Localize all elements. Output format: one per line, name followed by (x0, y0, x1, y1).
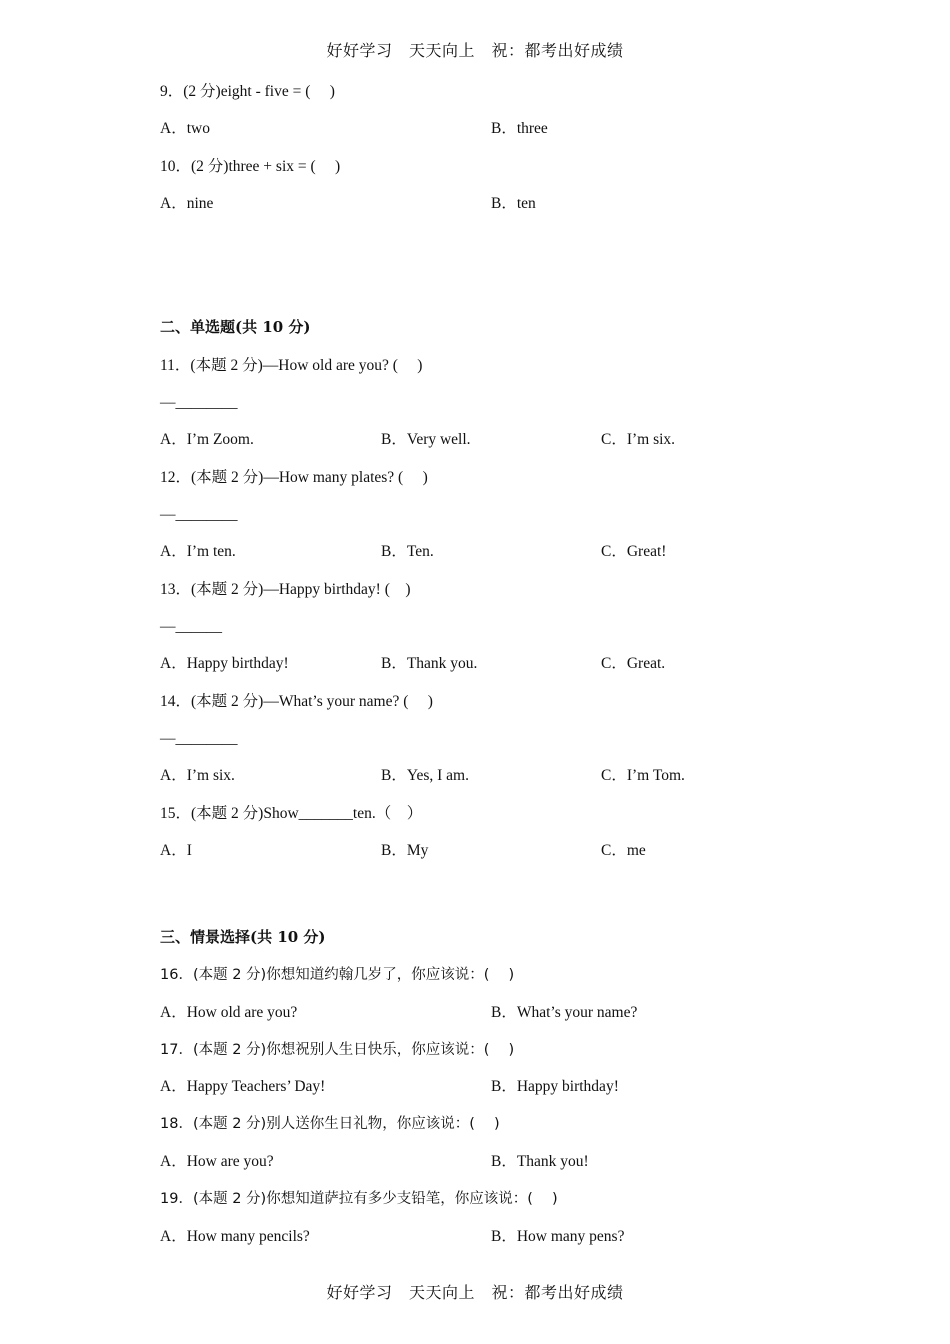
question-18-option-a: A．How are you? (160, 1153, 274, 1170)
question-10-option-b: B．ten (491, 195, 536, 212)
question-11-blank: —________ (160, 394, 238, 411)
question-15-stem: 15．(本题 2 分)Show_______ten.（ ） (160, 805, 423, 822)
question-10-stem: 10．(2 分)three + six = ( ) (160, 158, 341, 175)
question-12-blank: —________ (160, 506, 238, 523)
question-15-option-a: A．I (160, 842, 192, 859)
question-16-stem: 16．(本题 2 分)你想知道约翰几岁了，你应该说：( ) (160, 967, 515, 983)
question-12-option-a: A．I’m ten. (160, 543, 236, 560)
question-13-option-b: B．Thank you. (381, 655, 478, 672)
question-19-option-b: B．How many pens? (491, 1228, 625, 1245)
section-2-title: 二、单选题(共 10 分) (160, 318, 311, 336)
question-18-stem: 18．(本题 2 分)别人送你生日礼物，你应该说：( ) (160, 1116, 500, 1132)
question-17-stem: 17．(本题 2 分)你想祝别人生日快乐，你应该说：( ) (160, 1042, 515, 1058)
question-17-option-a: A．Happy Teachers’ Day! (160, 1078, 326, 1095)
question-14-stem: 14．(本题 2 分)—What’s your name? ( ) (160, 693, 433, 710)
question-18-option-b: B．Thank you! (491, 1153, 589, 1170)
question-12-option-c: C．Great! (601, 543, 667, 560)
question-9-option-b: B．three (491, 120, 548, 137)
question-13-option-a: A．Happy birthday! (160, 655, 289, 672)
question-14-blank: —________ (160, 730, 238, 747)
question-13-blank: —______ (160, 618, 222, 635)
question-10-option-a: A．nine (160, 195, 214, 212)
question-11-option-a: A．I’m Zoom. (160, 431, 254, 448)
question-17-option-b: B．Happy birthday! (491, 1078, 619, 1095)
question-12-stem: 12．(本题 2 分)—How many plates? ( ) (160, 469, 428, 486)
question-16-option-a: A．How old are you? (160, 1004, 298, 1021)
question-16-option-b: B．What’s your name? (491, 1004, 638, 1021)
question-15-option-b: B．My (381, 842, 429, 859)
question-14-option-c: C．I’m Tom. (601, 767, 685, 784)
question-11-option-b: B．Very well. (381, 431, 471, 448)
question-9-stem: 9．(2 分)eight - five = ( ) (160, 83, 335, 100)
question-14-option-a: A．I’m six. (160, 767, 235, 784)
question-13-stem: 13．(本题 2 分)—Happy birthday! ( ) (160, 581, 411, 598)
question-19-stem: 19．(本题 2 分)你想知道萨拉有多少支铅笔，你应该说：( ) (160, 1191, 558, 1207)
question-19-option-a: A．How many pencils? (160, 1228, 310, 1245)
page-header: 好好学习 天天向上 祝：都考出好成绩 (326, 41, 624, 60)
question-9-option-a: A．two (160, 120, 210, 137)
question-15-option-c: C．me (601, 842, 646, 859)
question-13-option-c: C．Great. (601, 655, 666, 672)
page-footer: 好好学习 天天向上 祝：都考出好成绩 (326, 1283, 624, 1302)
question-14-option-b: B．Yes, I am. (381, 767, 469, 784)
question-12-option-b: B．Ten. (381, 543, 434, 560)
question-11-option-c: C．I’m six. (601, 431, 676, 448)
section-3-title: 三、情景选择(共 10 分) (160, 928, 326, 946)
question-11-stem: 11．(本题 2 分)—How old are you? ( ) (160, 357, 423, 374)
